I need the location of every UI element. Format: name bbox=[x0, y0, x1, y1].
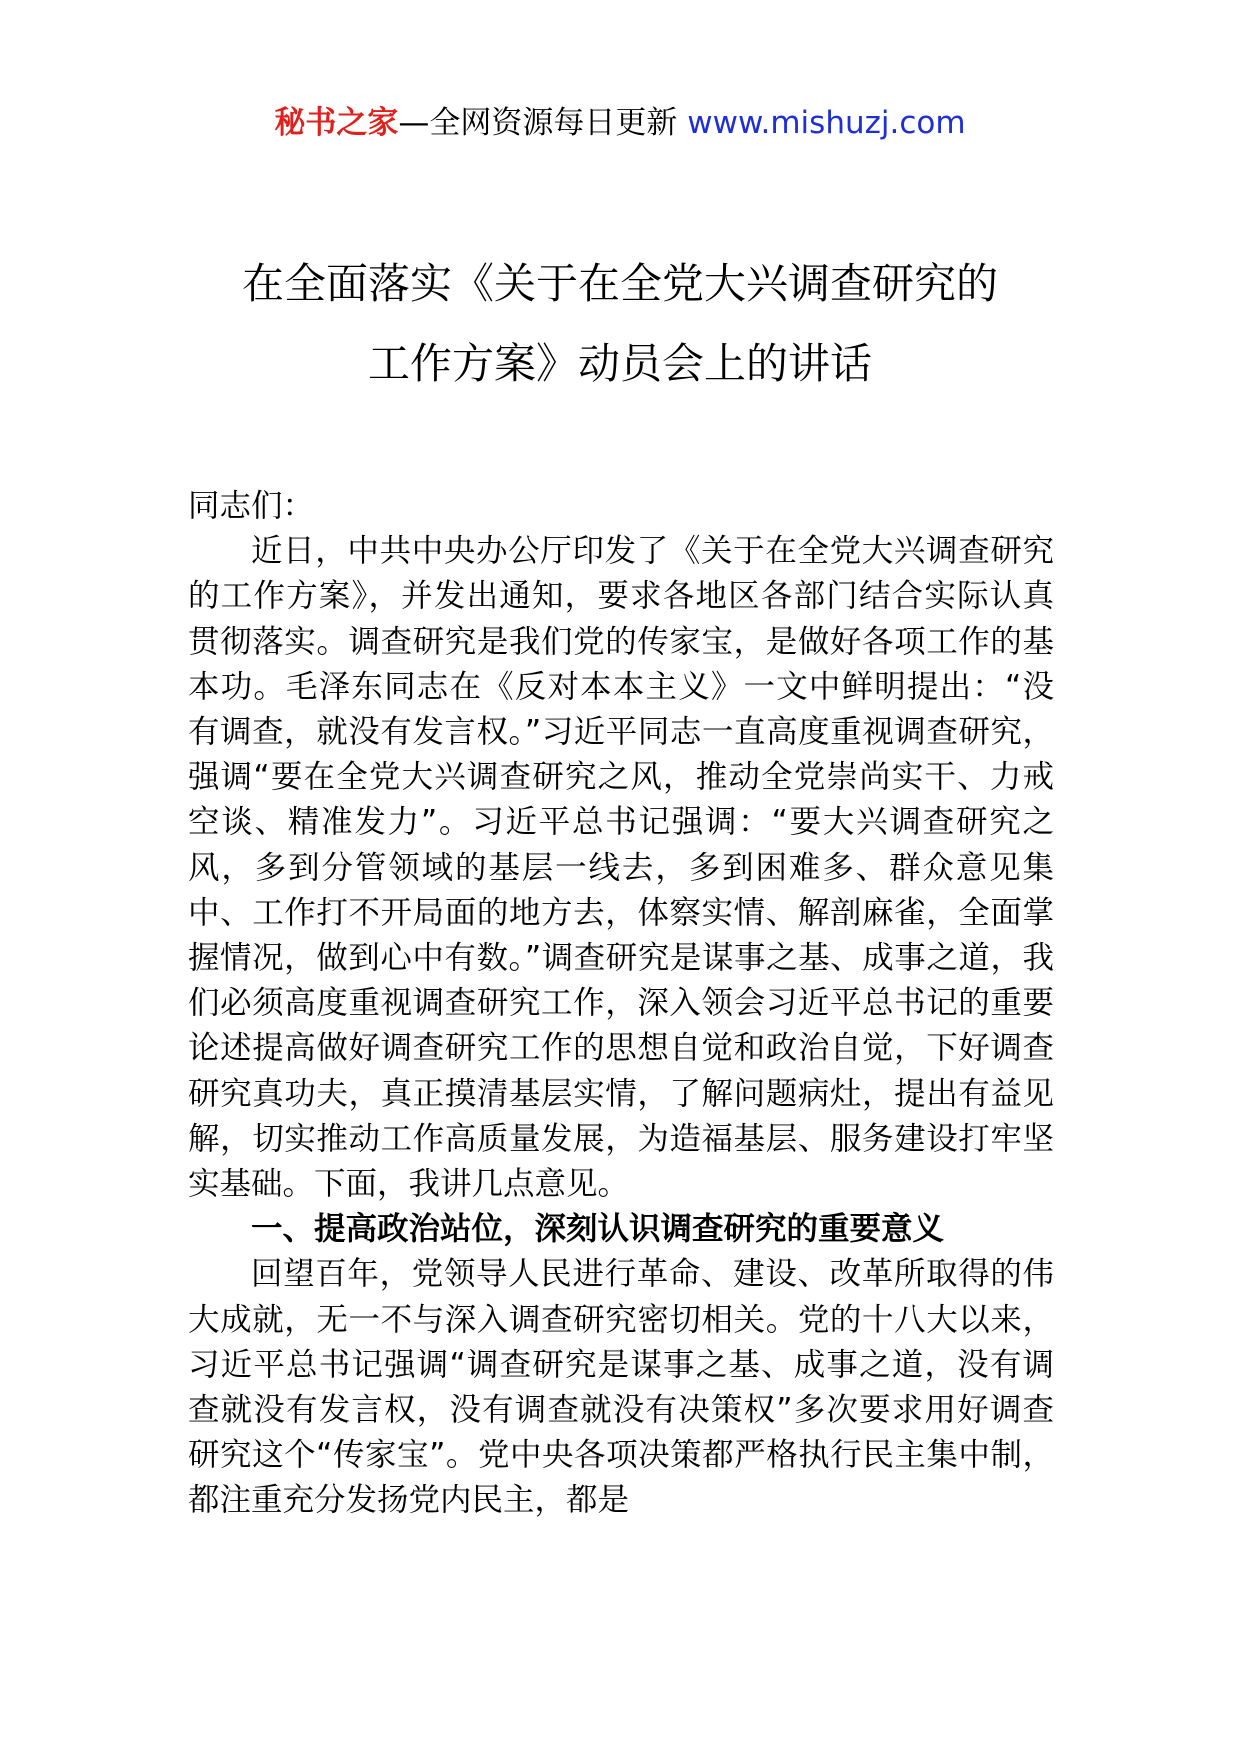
salutation: 同志们： bbox=[188, 488, 315, 524]
section-heading-1: 一、提高政治站位，深刻认识调查研究的重要意义 bbox=[251, 1211, 945, 1248]
paragraph-section-1: 回望百年，党领导人民进行革命、建设、改革所取得的伟大成就，无一不与深入调查研究密切相关。党的十八大以来，习近平总书记强调“调查研究是谋事之基、成事之道，没有调查就没有发言权，没有调查就没有决策权”多次要求用好调查研究这个“传家宝”。党中央各项决策都严格执行民主集中制，都注重充分发扬党内民主，都是 bbox=[188, 1256, 1054, 1519]
document-body bbox=[188, 484, 1054, 1524]
title-line-2: 工作方案》动员会上的讲话 bbox=[367, 339, 872, 388]
site-url-link[interactable]: www.mishuzj.com bbox=[687, 105, 966, 141]
title-line-1: 在全面落实《关于在全党大兴调查研究的 bbox=[241, 259, 998, 308]
site-header bbox=[0, 100, 1240, 146]
paragraph-intro: 近日，中共中央办公厅印发了《关于在全党大兴调查研究的工作方案》，并发出通知，要求各地区各部门结合实际认真贯彻落实。调查研究是我们党的传家宝，是做好各项工作的基本功。毛泽东同志在《反对本本主义》一文中鲜明提出：“没有调查，就没有发言权。”习近平同志一直高度重视调查研究，强调“要在全党大兴调查研究之风，推动全党崇尚实干、力戒空谈、精准发力”。习近平总书记强调：“要大兴调查研究之风，多到分管领域的基层一线去，多到困难多、群众意见集中、工作打不开局面的地方去，体察实情、解剖麻雀，全面掌握情况，做到心中有数。”调查研究是谋事之基、成事之道，我们必须高度重视调查研究工作，深入领会习近平总书记的重要论述提高做好调查研究工作的思想自觉和政治自觉，下好调查研究真功夫，真正摸清基层实情，了解问题病灶，提出有益见解，切实推动工作高质量发展，为造福基层、服务建设打牢坚实基础。下面，我讲几点意见。 bbox=[188, 533, 1054, 1203]
brand-name: 秘书之家 bbox=[274, 105, 399, 141]
document-title bbox=[0, 244, 1240, 404]
header-tagline: —全网资源每日更新 bbox=[398, 105, 688, 141]
